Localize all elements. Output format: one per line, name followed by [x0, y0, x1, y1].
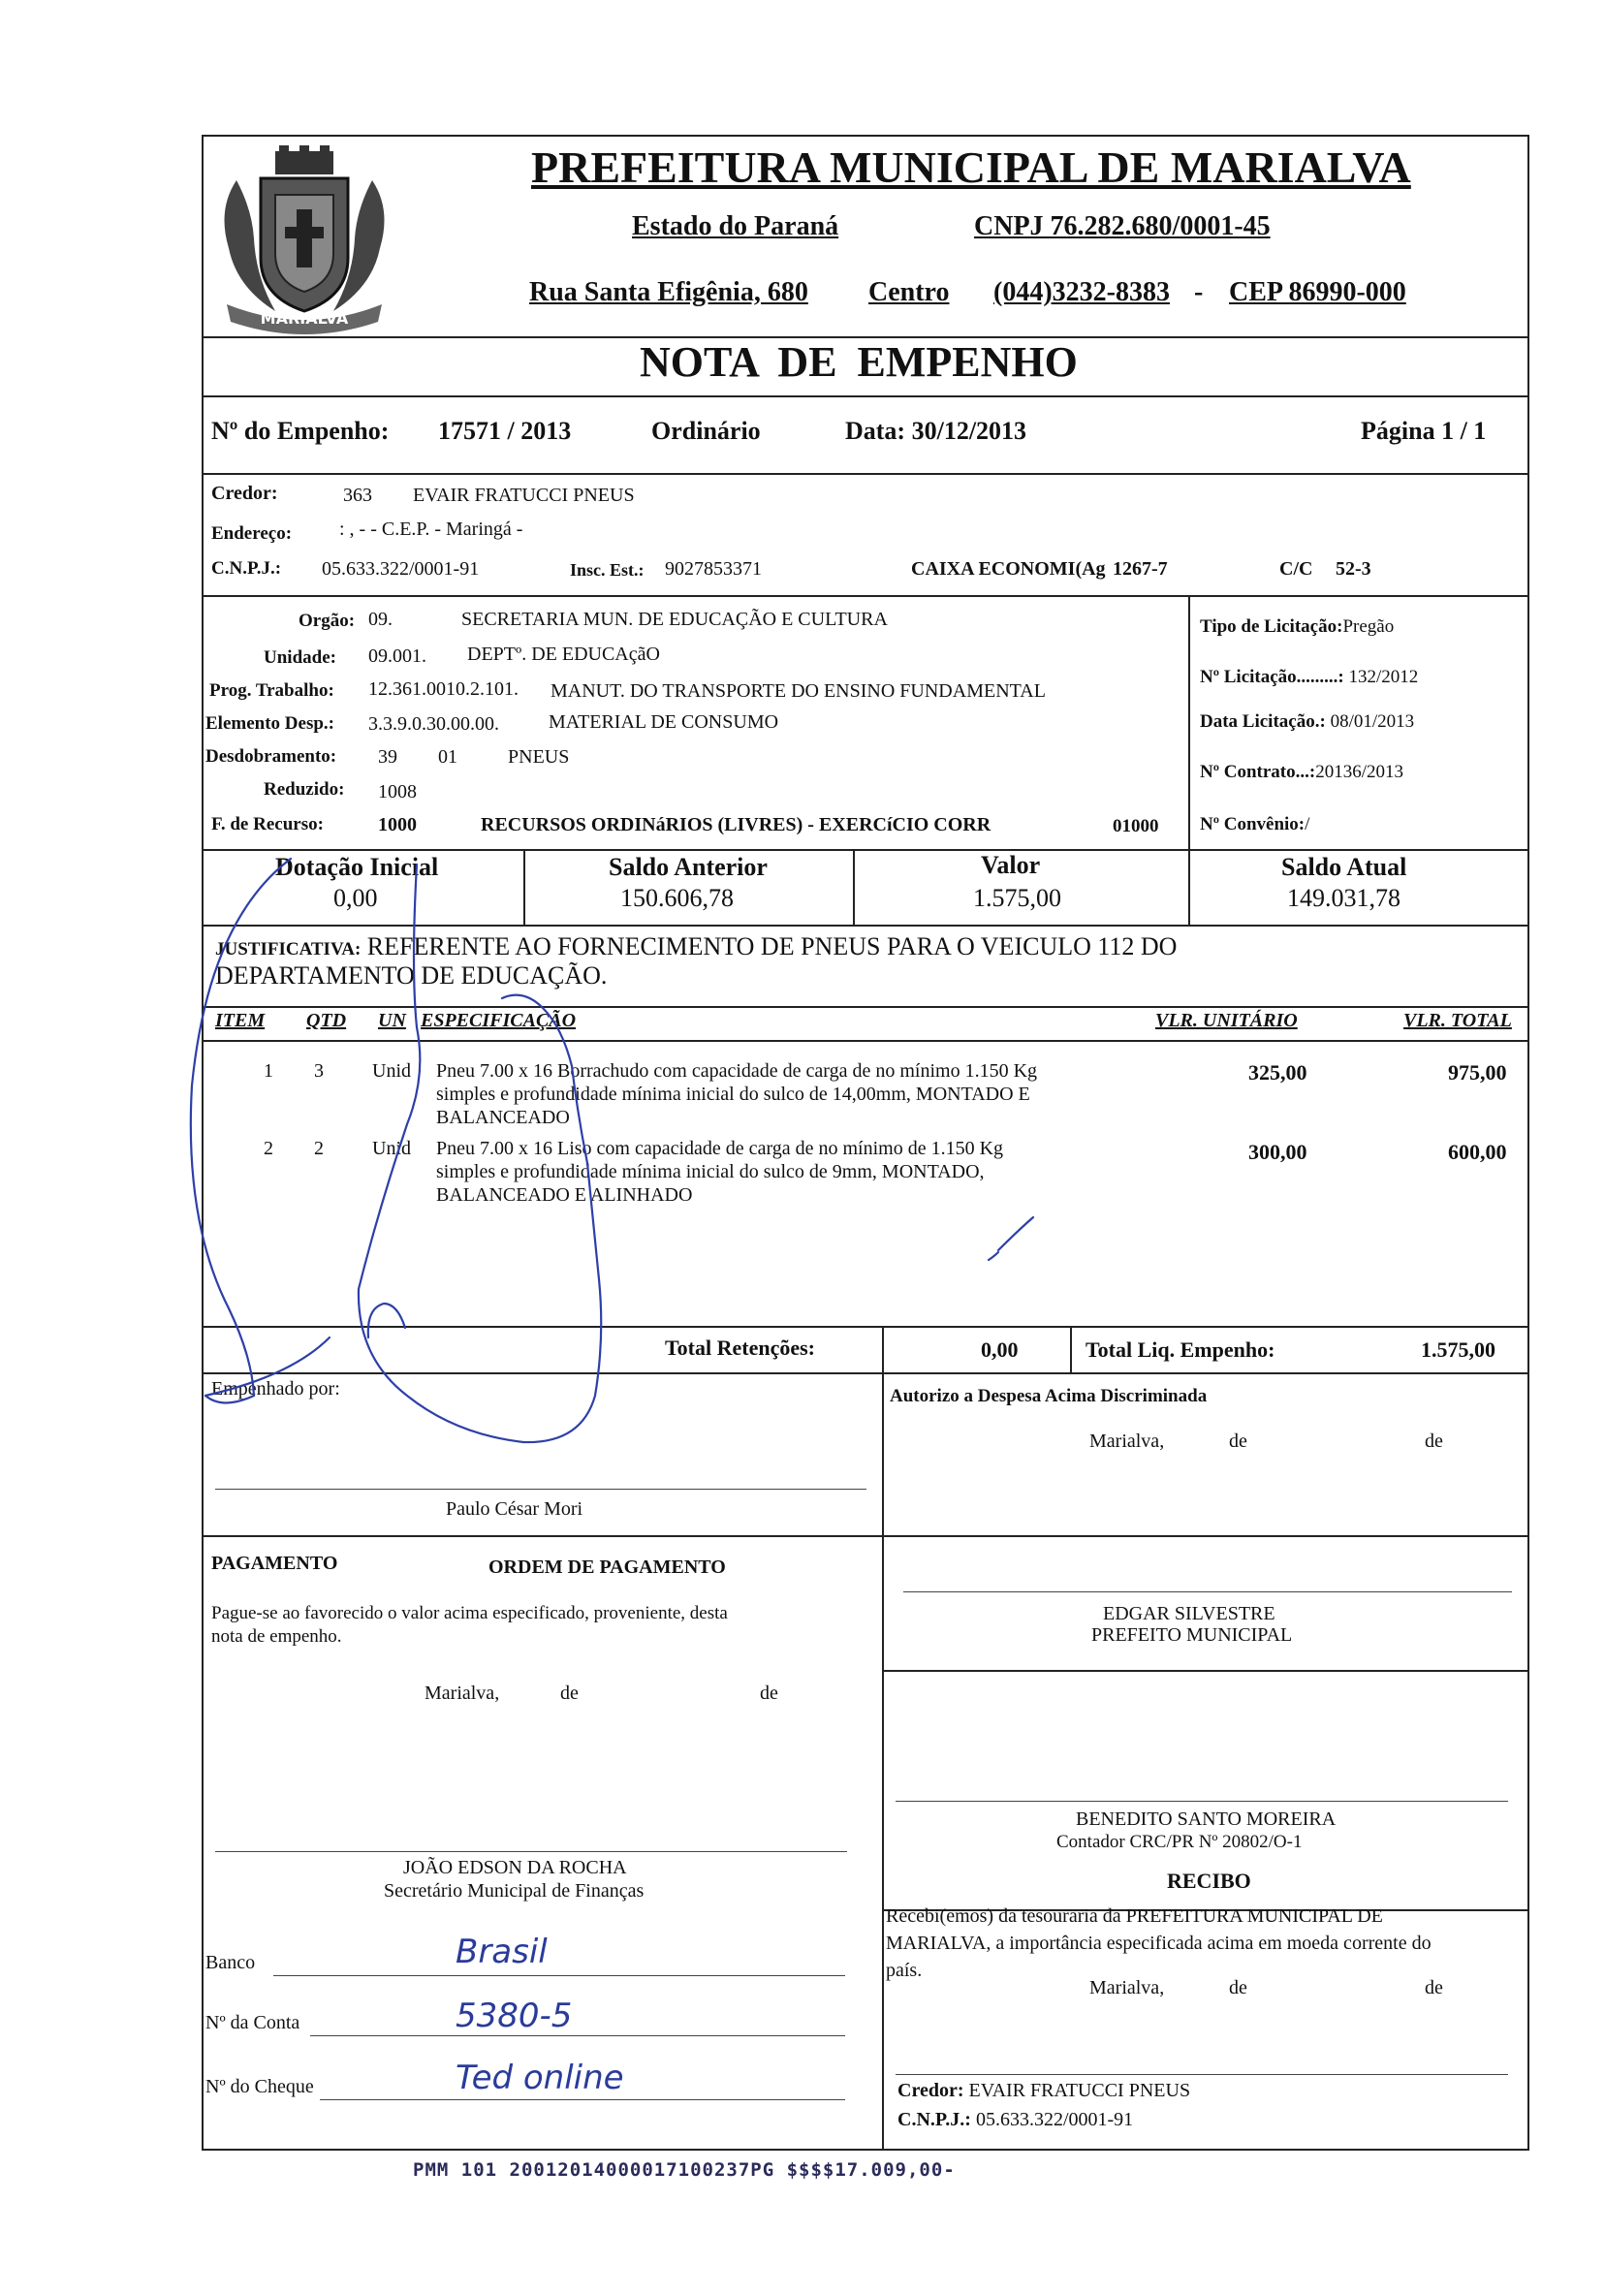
dotacao-label: Dotação Inicial — [275, 853, 439, 881]
cnpj-label: C.N.P.J.: — [211, 558, 282, 579]
item-un: Unid — [372, 1060, 411, 1082]
item-total: 600,00 — [1448, 1140, 1507, 1164]
field-line — [320, 2099, 845, 2100]
recibo-credor-label: Credor: — [897, 2080, 964, 2101]
orgao-label: Orgão: — [299, 611, 356, 631]
signature-line — [215, 1489, 866, 1490]
unidade-code: 09.001. — [368, 645, 426, 667]
data-licitacao-label: Data Licitação.: — [1200, 711, 1326, 732]
desdobramento-code: 39 — [378, 746, 397, 768]
cheque-handwritten: Ted online — [456, 2059, 624, 2097]
justificativa-line2: DEPARTAMENTO DE EDUCAÇÃO. — [215, 961, 608, 990]
cheque-label: Nº do Cheque — [205, 2076, 314, 2097]
signature-line — [896, 1801, 1508, 1802]
recibo-credor-value: EVAIR FRATUCCI PNEUS — [968, 2080, 1191, 2101]
total-liquido-label: Total Liq. Empenho: — [1086, 1337, 1275, 1362]
separator-dash: - — [1194, 277, 1204, 307]
item-qtd: 3 — [314, 1060, 324, 1082]
elemento-code: 3.3.9.0.30.00.00. — [368, 713, 499, 735]
item-unit-price: 300,00 — [1248, 1140, 1307, 1164]
field-line — [310, 2035, 845, 2036]
conta-label: Nº da Conta — [205, 2012, 300, 2033]
recibo-cnpj-label: C.N.P.J.: — [897, 2109, 971, 2130]
divider — [202, 473, 1529, 475]
item-number: 2 — [264, 1138, 273, 1159]
address-value: : , - - C.E.P. - Maringá - — [339, 519, 523, 540]
item-total: 975,00 — [1448, 1060, 1507, 1085]
valor-label: Valor — [981, 851, 1041, 879]
dotacao-value: 0,00 — [333, 884, 378, 912]
empenho-type: Ordinário — [651, 417, 761, 445]
cnpj-value: 05.633.322/0001-91 — [322, 558, 480, 580]
justificativa-label: JUSTIFICATIVA: — [215, 939, 362, 959]
footer-code: PMM 101 20012014000017100237PG $$$$17.009,00- — [413, 2159, 956, 2181]
orgao-code: 09. — [368, 609, 393, 630]
signature-line — [903, 1591, 1512, 1592]
empenhado-por-label: Empenhado por: — [211, 1378, 340, 1400]
reduzido-label: Reduzido: — [264, 779, 345, 800]
secretario-name: JOÃO EDSON DA ROCHA — [403, 1857, 627, 1878]
contrato-value: 20136/2013 — [1315, 762, 1403, 782]
cc-value: 52-3 — [1336, 558, 1371, 580]
item-desc-line2: simples e profundidade mínima inicial do sulco de 14,00mm, MONTADO E — [436, 1084, 1030, 1105]
col-vlr-total: VLR. TOTAL — [1403, 1010, 1512, 1031]
conta-handwritten: 5380-5 — [456, 1997, 573, 2035]
banco-handwritten: Brasil — [456, 1933, 548, 1971]
item-desc-line1: Pneu 7.00 x 16 Liso com capacidade de carga de no mínimo de 1.150 Kg — [436, 1138, 1004, 1159]
pague-line2: nota de empenho. — [211, 1626, 342, 1647]
elemento-name: MATERIAL DE CONSUMO — [549, 711, 779, 733]
insc-value: 9027853371 — [665, 558, 762, 580]
agency-number: 1267-7 — [1113, 558, 1168, 580]
recibo-cnpj-value: 05.633.322/0001-91 — [975, 2109, 1134, 2130]
crest-text: MARIALVA — [260, 309, 349, 328]
divider — [882, 1372, 884, 2151]
cnpj-label: CNPJ 76.282.680/0001-45 — [974, 211, 1271, 241]
page-number: Página 1 / 1 — [1361, 417, 1487, 445]
recibo-label: RECIBO — [1167, 1869, 1251, 1893]
data-licitacao-value: 08/01/2013 — [1330, 711, 1415, 732]
banco-label: Banco — [205, 1952, 256, 1973]
district-label: Centro — [868, 277, 950, 307]
pagamento-label: PAGAMENTO — [211, 1553, 338, 1574]
contador-title: Contador CRC/PR Nº 20802/O-1 — [1056, 1832, 1303, 1852]
convenio-label: Nº Convênio: — [1200, 814, 1306, 834]
empenho-number: 17571 / 2013 — [438, 417, 572, 445]
contrato-label: Nº Contrato...: — [1200, 762, 1316, 782]
divider — [202, 1326, 1529, 1328]
item-desc-line2: simples e profundidade mínima inicial do sulco de 9mm, MONTADO, — [436, 1161, 985, 1182]
desdobramento-name: PNEUS — [508, 746, 570, 768]
divider — [853, 849, 855, 925]
signature-line — [896, 2074, 1508, 2075]
cc-label: C/C — [1279, 558, 1313, 580]
total-retencoes-value: 0,00 — [981, 1337, 1019, 1362]
recibo-line3: país. — [886, 1960, 923, 1981]
prog-label: Prog. Trabalho: — [209, 680, 334, 701]
insc-label: Insc. Est.: — [570, 560, 645, 580]
col-qtd: QTD — [306, 1010, 347, 1031]
divider — [882, 1326, 884, 1372]
page-title: PREFEITURA MUNICIPAL DE MARIALVA — [531, 142, 1411, 192]
address-label: Endereço: — [211, 523, 293, 544]
credor-name: EVAIR FRATUCCI PNEUS — [413, 485, 635, 506]
convenio-value: / — [1305, 814, 1310, 834]
fonte-code: 1000 — [378, 814, 417, 835]
elemento-label: Elemento Desp.: — [205, 713, 334, 734]
field-line — [273, 1975, 845, 1976]
col-item: ITEM — [215, 1010, 266, 1031]
saldo-atual-label: Saldo Atual — [1281, 853, 1407, 881]
autorizo-de-1: de — [1229, 1431, 1247, 1452]
fonte-label: F. de Recurso: — [211, 814, 324, 834]
item-desc-line3: BALANCEADO — [436, 1107, 570, 1128]
contador-name: BENEDITO SANTO MOREIRA — [1076, 1808, 1337, 1830]
divider — [202, 1006, 1529, 1008]
divider — [1188, 849, 1190, 925]
pagamento-local: Marialva, — [425, 1683, 500, 1704]
recibo-de-1: de — [1229, 1977, 1247, 1998]
reduzido-value: 1008 — [378, 781, 417, 802]
recibo-line1: Recebi(emos) da tesouraria da PREFEITURA MUNICIPAL DE — [886, 1905, 1383, 1927]
recibo-de-2: de — [1425, 1977, 1443, 1998]
credor-code: 363 — [343, 485, 372, 506]
bank-name: CAIXA ECONOMI(Ag — [911, 558, 1106, 580]
empenho-date: Data: 30/12/2013 — [845, 417, 1027, 445]
item-unit-price: 325,00 — [1248, 1060, 1307, 1085]
item-qtd: 2 — [314, 1138, 324, 1159]
cep-label: CEP 86990-000 — [1229, 277, 1406, 307]
prog-code: 12.361.0010.2.101. — [368, 678, 519, 700]
tipo-licitacao-value: Pregão — [1342, 616, 1395, 637]
item-number: 1 — [264, 1060, 273, 1082]
orgao-name: SECRETARIA MUN. DE EDUCAÇÃO E CULTURA — [461, 609, 888, 630]
divider — [1070, 1326, 1072, 1372]
phone-label: (044)3232-8383 — [993, 277, 1170, 307]
col-especificacao: ESPECIFICAÇÃO — [421, 1010, 577, 1031]
valor-value: 1.575,00 — [973, 884, 1061, 912]
divider — [202, 595, 1529, 597]
justificativa-line1: REFERENTE AO FORNECIMENTO DE PNEUS PARA O VEICULO 112 DO — [366, 932, 1178, 960]
item-desc-line1: Pneu 7.00 x 16 Borrachudo com capacidade de carga de no mínimo 1.150 Kg — [436, 1060, 1038, 1082]
fonte-name: RECURSOS ORDINáRIOS (LIVRES) - EXERCíCIO CORR — [481, 814, 991, 835]
document-title: NOTA DE EMPENHO — [640, 338, 1078, 386]
total-liquido-value: 1.575,00 — [1421, 1337, 1495, 1362]
desdobramento-sub: 01 — [438, 746, 457, 768]
saldo-anterior-label: Saldo Anterior — [609, 853, 768, 881]
saldo-atual-value: 149.031,78 — [1287, 884, 1400, 912]
pagamento-de-2: de — [760, 1683, 778, 1704]
empenhado-por-name: Paulo César Mori — [446, 1498, 583, 1520]
divider — [202, 1040, 1529, 1042]
secretario-title: Secretário Municipal de Finanças — [384, 1880, 645, 1902]
unidade-name: DEPTº. DE EDUCAçãO — [467, 644, 660, 665]
item-desc-line3: BALANCEADO E ALINHADO — [436, 1184, 693, 1206]
total-retencoes-label: Total Retenções: — [665, 1336, 815, 1360]
unidade-label: Unidade: — [264, 647, 336, 668]
autorizo-label: Autorizo a Despesa Acima Discriminada — [890, 1386, 1208, 1406]
divider — [202, 849, 1529, 851]
ordem-pagamento-label: ORDEM DE PAGAMENTO — [488, 1557, 726, 1578]
fonte-number: 01000 — [1113, 816, 1159, 836]
licitacao-number: 132/2012 — [1348, 667, 1419, 687]
prog-name: MANUT. DO TRANSPORTE DO ENSINO FUNDAMENTAL — [551, 680, 1046, 702]
tipo-licitacao-label: Tipo de Licitação: — [1200, 616, 1343, 637]
autorizo-de-2: de — [1425, 1431, 1443, 1452]
state-label: Estado do Paraná — [632, 211, 839, 241]
col-un: UN — [378, 1010, 406, 1031]
divider — [202, 925, 1529, 927]
street-label: Rua Santa Efigênia, 680 — [529, 277, 808, 307]
divider — [202, 1372, 1529, 1374]
saldo-anterior-value: 150.606,78 — [620, 884, 734, 912]
prefeito-name: EDGAR SILVESTRE — [1103, 1603, 1275, 1624]
desdobramento-label: Desdobramento: — [205, 746, 337, 767]
pagamento-de-1: de — [560, 1683, 579, 1704]
prefeito-title: PREFEITO MUNICIPAL — [1091, 1624, 1293, 1646]
recibo-local: Marialva, — [1089, 1977, 1165, 1998]
col-vlr-unitario: VLR. UNITÁRIO — [1155, 1010, 1298, 1031]
divider — [202, 1535, 1529, 1537]
municipal-crest-icon — [207, 142, 401, 335]
divider — [1188, 595, 1190, 849]
autorizo-local: Marialva, — [1089, 1431, 1165, 1452]
divider — [523, 849, 525, 925]
pague-line1: Pague-se ao favorecido o valor acima especificado, proveniente, desta — [211, 1603, 728, 1623]
signature-line — [215, 1851, 847, 1852]
credor-label: Credor: — [211, 483, 278, 504]
recibo-line2: MARIALVA, a importância especificada acima em moeda corrente do — [886, 1933, 1432, 1954]
divider — [202, 395, 1529, 397]
item-un: Unid — [372, 1138, 411, 1159]
divider — [882, 1670, 1529, 1672]
licitacao-number-label: Nº Licitação.........: — [1200, 667, 1344, 687]
empenho-number-label: Nº do Empenho: — [211, 417, 390, 445]
